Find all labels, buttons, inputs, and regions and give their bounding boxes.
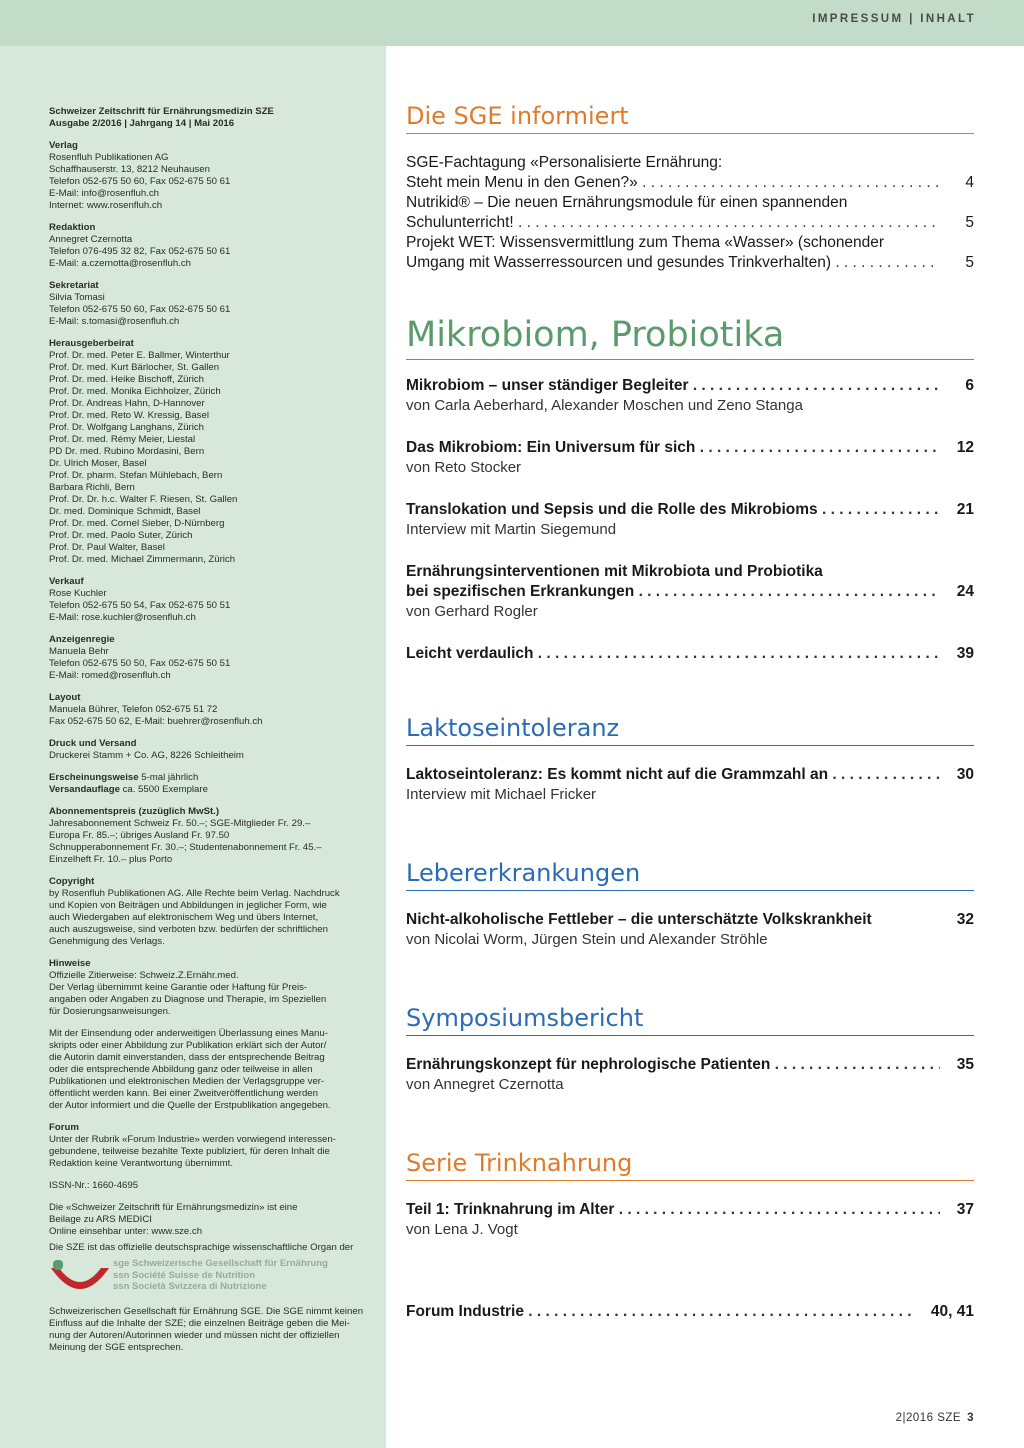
imprint-text: Manuela Bührer, Telefon 052-675 51 72 Fax 052-675 50 62, E-Mail: buehrer@rosenfluh.ch xyxy=(49,704,263,727)
entry-page: 30 xyxy=(956,766,974,783)
entry-page: 37 xyxy=(956,1201,974,1218)
section-header: IMPRESSUM | INHALT xyxy=(812,13,976,25)
entry-title: Schulunterricht! . . . xyxy=(406,213,940,233)
imprint-heading: Hinweise xyxy=(49,958,91,969)
table-of-contents xyxy=(406,100,974,1322)
toc-entry-mikrobiom-begleiter[interactable] xyxy=(406,376,974,416)
entry-page: 4 xyxy=(965,174,974,191)
section-title-leber: Lebererkrankungen xyxy=(406,857,974,891)
page-number: 3 xyxy=(967,1412,974,1424)
imprint-block xyxy=(49,1202,372,1238)
toc-entry-mikrobiom-universum[interactable] xyxy=(406,438,974,478)
entry-title: Forum Industrie . . . xyxy=(406,1302,914,1322)
imprint-heading: Verkauf xyxy=(49,576,84,587)
imprint-block xyxy=(49,222,372,270)
imprint-text: Rose Kuchler Telefon 052-675 50 54, Fax 052-675 50 51 E-Mail: rose.kuchler@rosenfluh.ch xyxy=(49,588,231,623)
entry-authors: von Nicolai Worm, Jürgen Stein und Alexander Ströhle xyxy=(406,931,768,948)
issn: ISSN-Nr.: 1660-4695 xyxy=(49,1180,139,1191)
imprint-text: Manuela Behr Telefon 052-675 50 50, Fax 052-675 50 51 E-Mail: romed@rosenfluh.ch xyxy=(49,646,231,681)
section-title-symposium: Symposiumsbericht xyxy=(406,1002,974,1036)
appearance-value: 5-mal jährlich xyxy=(141,772,199,783)
entry-page: 40, 41 xyxy=(930,1303,974,1320)
sge-logo xyxy=(49,1258,372,1298)
entry-authors: Interview mit Michael Fricker xyxy=(406,786,597,803)
toc-entry-ernaehrungsinterventionen[interactable] xyxy=(406,562,974,622)
sge-logo-icon xyxy=(49,1258,111,1298)
imprint-heading: Druck und Versand xyxy=(49,738,137,749)
entry-authors: von Carla Aeberhard, Alexander Moschen und Zeno Stanga xyxy=(406,397,803,414)
toc-entry-laktoseintoleranz[interactable] xyxy=(406,765,974,805)
entry-authors: Interview mit Martin Siegemund xyxy=(406,521,617,538)
imprint-heading: Sekretariat xyxy=(49,280,99,291)
imprint-block xyxy=(49,1180,372,1192)
imprint-heading: Copyright xyxy=(49,876,95,887)
entry-page: 39 xyxy=(956,645,974,662)
imprint-heading: Anzeigenregie xyxy=(49,634,115,645)
toc-entry-nephrologie[interactable] xyxy=(406,1055,974,1095)
logo-line-it: ssn Società Svizzera di Nutrizione xyxy=(113,1281,267,1292)
imprint-block xyxy=(49,338,372,566)
entry-title: Ernährungsinterventionen mit Mikrobiota und Probiotika xyxy=(406,563,823,580)
header-band xyxy=(0,0,1024,46)
entry-page: 32 xyxy=(956,911,974,928)
toc-entry-trinknahrung[interactable] xyxy=(406,1200,974,1240)
imprint-block xyxy=(49,140,372,212)
imprint-text: Druckerei Stamm + Co. AG, 8226 Schleitheim xyxy=(49,750,244,761)
appearance-block xyxy=(49,772,372,796)
imprint-heading: Forum xyxy=(49,1122,79,1133)
imprint-heading: Layout xyxy=(49,692,81,703)
entry-title: Das Mikrobiom: Ein Universum für sich . . . xyxy=(406,438,940,458)
entry-title: Laktoseintoleranz: Es kommt nicht auf die Grammzahl an . . . xyxy=(406,765,940,785)
entry-page: 5 xyxy=(965,214,974,231)
appearance-label: Erscheinungsweise xyxy=(49,772,139,783)
entry-authors: von Reto Stocker xyxy=(406,459,522,476)
entry-title: Ernährungskonzept für nephrologische Patienten . . . xyxy=(406,1055,940,1075)
imprint-heading: Redaktion xyxy=(49,222,96,233)
section-title-laktose: Laktoseintoleranz xyxy=(406,712,974,746)
imprint-text: Rosenfluh Publikationen AG Schaffhauserstr. 13, 8212 Neuhausen Telefon 052-675 50 60, Fax 052-675 50 61 E-Mail: info@rosenfluh.ch Internet: www.rosenfluh.ch xyxy=(49,152,231,211)
entry-page: 6 xyxy=(965,377,974,394)
entry-title: Leicht verdaulich . . . xyxy=(406,644,940,664)
imprint-block xyxy=(49,876,372,948)
toc-entry-sge-fachtagung[interactable] xyxy=(406,153,974,193)
entry-authors: von Lena J. Vogt xyxy=(406,1221,518,1238)
imprint-block xyxy=(49,958,372,1018)
imprint-text: Mit der Einsendung oder anderweitigen Überlassung eines Manu- skripts oder einer Abbildung zur Publikation erklärt sich der Autor/ die Autorin damit einverstanden, dass der entsprechende Beitrag oder die entsprechende Abbildung ganz oder teilweise in allen Publikationen und elektronischen Medien der Verlagsgruppe ver- öffentlicht werden kann. Bei einer Zweitveröffentlichung werden der Autor informiert und die Quelle der Erstpublikation angegeben. xyxy=(49,1028,331,1111)
entry-title: Umgang mit Wasserressourcen und gesundes Trinkverhalten) . . . xyxy=(406,253,940,273)
sge-outro: Schweizerischen Gesellschaft für Ernährung SGE. Die SGE nimmt keinen Einfluss auf die Inhalte der SZE; die einzelnen Beiträge geben die Mei- nung der Autoren/Autorinnen wieder und müssen nicht der offiziellen Meinung der SGE entsprechen. xyxy=(49,1306,364,1353)
circulation-value: ca. 5500 Exemplare xyxy=(122,784,208,795)
entry-title: Steht mein Menu in den Genen?» . . . xyxy=(406,173,940,193)
toc-entry-projekt-wet[interactable] xyxy=(406,233,974,273)
masthead: Schweizer Zeitschrift für Ernährungsmedizin SZE Ausgabe 2/2016 | Jahrgang 14 | Mai 2016 xyxy=(49,106,274,129)
entry-title: Mikrobiom – unser ständiger Begleiter . . . xyxy=(406,376,940,396)
imprint-block xyxy=(49,1028,372,1112)
entry-title: SGE-Fachtagung «Personalisierte Ernährung: xyxy=(406,154,723,171)
imprint-column xyxy=(0,46,386,1448)
section-title-serie: Serie Trinknahrung xyxy=(406,1147,974,1181)
page-footer xyxy=(896,1412,974,1424)
issue-label: 2|2016 SZE xyxy=(895,1412,962,1424)
entry-title: Teil 1: Trinknahrung im Alter . . . xyxy=(406,1200,940,1220)
entry-page: 12 xyxy=(956,439,974,456)
entry-title: Translokation und Sepsis und die Rolle des Mikrobioms . . . xyxy=(406,500,940,520)
imprint-block xyxy=(49,738,372,762)
section-title-sge: Die SGE informiert xyxy=(406,100,974,134)
imprint-text: by Rosenfluh Publikationen AG. Alle Rechte beim Verlag. Nachdruck und Kopien von Beiträgen und Abbildungen in jeglicher Form, wie auch Wiedergaben auf elektronischem Weg und übers Internet, auch auszugsweise, sind verboten bzw. bedürfen der schriftlichen Genehmigung des Verlags. xyxy=(49,888,340,947)
entry-authors: von Gerhard Rogler xyxy=(406,603,538,620)
section-title-mikrobiom: Mikrobiom, Probiotika xyxy=(406,312,974,360)
entry-page: 5 xyxy=(965,254,974,271)
imprint-block xyxy=(49,692,372,728)
imprint-block xyxy=(49,280,372,328)
entry-title: bei spezifischen Erkrankungen . . . xyxy=(406,582,940,602)
entry-authors: von Annegret Czernotta xyxy=(406,1076,564,1093)
entry-page: 35 xyxy=(956,1056,974,1073)
imprint-text: Prof. Dr. med. Peter E. Ballmer, Winterthur Prof. Dr. med. Kurt Bärlocher, St. Gallen Prof. Dr. med. Heike Bischoff, Zürich Prof. Dr. med. Monika Eichholzer, Zürich Prof. Dr. Andreas Hahn, D-Hannover Prof. Dr. med. Reto W. Kressig, Basel Prof. Dr. Wolfgang Langhans, Zürich Prof. Dr. med. Rémy Meier, Liestal PD Dr. med. Rubino Mordasini, Bern Dr. Ulrich Moser, Basel Prof. Dr. pharm. Stefan Mühlebach, Bern Barbara Richli, Bern Prof. Dr. Dr. h.c. Walter F. Riesen, St. Gallen Dr. med. Dominique Schmidt, Basel Prof. Dr. med. Cornel Sieber, D-Nürnberg Prof. Dr. med. Paolo Suter, Zürich Prof. Dr. Paul Walter, Basel Prof. Dr. med. Michael Zimmermann, Zürich xyxy=(49,350,238,565)
imprint-text: Silvia Tomasi Telefon 052-675 50 60, Fax 052-675 50 61 E-Mail: s.tomasi@rosenfluh.ch xyxy=(49,292,231,327)
entry-title: Nutrikid® – Die neuen Ernährungsmodule für einen spannenden xyxy=(406,194,848,211)
entry-title: Projekt WET: Wissensvermittlung zum Thema «Wasser» (schonender xyxy=(406,234,885,251)
entry-page: 21 xyxy=(956,501,974,518)
logo-line-de: sge Schweizerische Gesellschaft für Ernährung xyxy=(113,1258,328,1269)
imprint-heading: Verlag xyxy=(49,140,78,151)
imprint-block xyxy=(49,806,372,866)
imprint-block xyxy=(49,1122,372,1170)
toc-entry-forum-industrie[interactable] xyxy=(406,1302,974,1322)
circulation-label: Versandauflage xyxy=(49,784,120,795)
entry-page: 24 xyxy=(956,583,974,600)
imprint-text: Offizielle Zitierweise: Schweiz.Z.Ernähr.med. Der Verlag übernimmt keine Garantie oder Haftung für Preis- angaben oder Angaben zu Diagnose und Therapie, im Speziellen für Dosierungsanweisungen. xyxy=(49,970,327,1017)
toc-entry-fettleber[interactable] xyxy=(406,910,974,950)
imprint-text: Unter der Rubrik «Forum Industrie» werden vorwiegend interessen- gebundene, teilweise bezahlte Texte publiziert, für deren Inhalt die Redaktion keine Verantwortung übernimmt. xyxy=(49,1134,336,1169)
toc-entry-leicht-verdaulich[interactable] xyxy=(406,644,974,664)
imprint-heading: Herausgeberbeirat xyxy=(49,338,134,349)
imprint-block xyxy=(49,634,372,682)
toc-entry-translokation-sepsis[interactable] xyxy=(406,500,974,540)
imprint-text: Annegret Czernotta Telefon 076-495 32 82, Fax 052-675 50 61 E-Mail: a.czernotta@rosenfluh.ch xyxy=(49,234,231,269)
imprint-text: Die «Schweizer Zeitschrift für Ernährungsmedizin» ist eine Beilage zu ARS MEDICI Online einsehbar unter: www.sze.ch xyxy=(49,1202,298,1237)
entry-title: Nicht-alkoholische Fettleber – die unterschätzte Volkskrankheit xyxy=(406,911,872,928)
sge-logo-text xyxy=(113,1258,328,1293)
imprint-heading: Abonnementspreis (zuzüglich MwSt.) xyxy=(49,806,220,817)
toc-entry-nutrikid[interactable] xyxy=(406,193,974,233)
sge-intro: Die SZE ist das offizielle deutschsprachige wissenschaftliche Organ der xyxy=(49,1242,354,1253)
imprint-text: Jahresabonnement Schweiz Fr. 50.–; SGE-Mitglieder Fr. 29.– Europa Fr. 85.–; übriges Ausland Fr. 97.50 Schnupperabonnement Fr. 30.–; Studentenabonnement Fr. 45.– Einzelheft Fr. 10.– plus Porto xyxy=(49,818,322,865)
logo-line-fr: ssn Société Suisse de Nutrition xyxy=(113,1269,256,1281)
imprint-block xyxy=(49,576,372,624)
